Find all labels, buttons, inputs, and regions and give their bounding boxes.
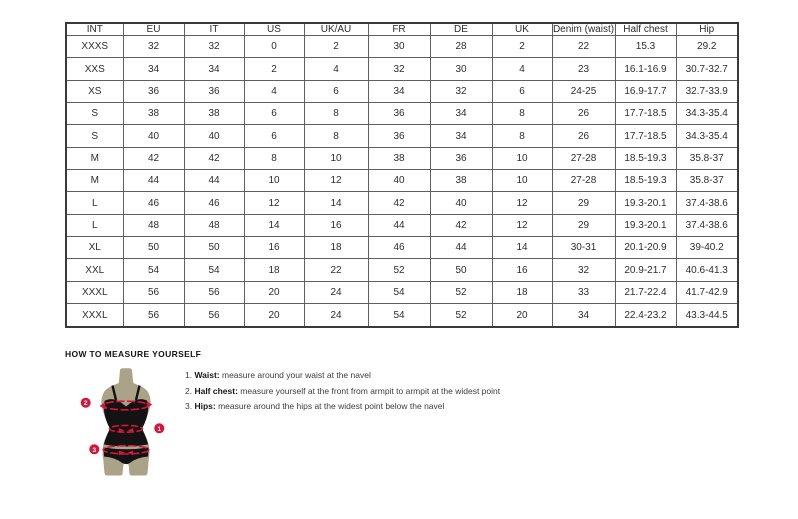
table-cell: 44 — [123, 170, 184, 192]
table-cell: M — [66, 147, 123, 169]
table-cell: 50 — [184, 237, 244, 259]
table-cell: 29.2 — [676, 36, 738, 58]
table-cell: 42 — [430, 214, 492, 236]
table-cell: S — [66, 125, 123, 147]
table-cell: 44 — [184, 170, 244, 192]
table-cell: XXS — [66, 58, 123, 80]
table-cell: 38 — [368, 147, 430, 169]
measure-step: 1. Waist: measure around your waist at the navel — [185, 370, 371, 380]
table-cell: 32.7-33.9 — [676, 80, 738, 102]
table-cell: 18.5-19.3 — [615, 170, 676, 192]
measure-steps — [185, 368, 500, 415]
table-cell: 18 — [244, 259, 304, 281]
table-cell: 56 — [123, 304, 184, 327]
table-cell: 34 — [184, 58, 244, 80]
column-header: Half chest — [615, 23, 676, 36]
table-cell: 52 — [430, 304, 492, 327]
table-cell: 6 — [304, 80, 368, 102]
table-cell: 32 — [184, 36, 244, 58]
table-cell: 36 — [184, 80, 244, 102]
table-cell: 6 — [492, 80, 552, 102]
column-header: UK — [492, 23, 552, 36]
mannequin-illustration — [76, 367, 172, 482]
table-row — [66, 36, 738, 58]
table-cell: 34 — [552, 304, 615, 327]
table-cell: 20 — [492, 304, 552, 327]
table-cell: XS — [66, 80, 123, 102]
table-cell: S — [66, 103, 123, 125]
table-cell: 52 — [430, 281, 492, 303]
table-cell: 54 — [123, 259, 184, 281]
table-cell: 41.7-42.9 — [676, 281, 738, 303]
table-row — [66, 214, 738, 236]
table-cell: 24-25 — [552, 80, 615, 102]
table-cell: 42 — [184, 147, 244, 169]
table-cell: 32 — [430, 80, 492, 102]
table-cell: 10 — [304, 147, 368, 169]
table-cell: 40 — [123, 125, 184, 147]
size-chart-table — [65, 22, 739, 328]
table-cell: 36 — [368, 103, 430, 125]
marker-waist-badge — [154, 423, 164, 433]
table-cell: 6 — [244, 103, 304, 125]
table-cell: 2 — [492, 36, 552, 58]
table-cell: 36 — [123, 80, 184, 102]
table-cell: 16 — [244, 237, 304, 259]
table-cell: 22.4-23.2 — [615, 304, 676, 327]
table-cell: 4 — [244, 80, 304, 102]
table-row — [66, 147, 738, 169]
table-cell: 39-40.2 — [676, 237, 738, 259]
table-cell: XXXS — [66, 36, 123, 58]
table-cell: 54 — [368, 304, 430, 327]
marker-half-chest-number: 2 — [83, 400, 88, 408]
table-cell: 12 — [492, 214, 552, 236]
table-cell: 16.9-17.7 — [615, 80, 676, 102]
table-cell: 12 — [244, 192, 304, 214]
table-cell: 46 — [184, 192, 244, 214]
table-cell: 34 — [430, 125, 492, 147]
table-cell: 35.8-37 — [676, 170, 738, 192]
table-cell: 34.3-35.4 — [676, 125, 738, 147]
table-cell: 20.9-21.7 — [615, 259, 676, 281]
table-cell: 54 — [184, 259, 244, 281]
table-cell: 26 — [552, 125, 615, 147]
marker-half-chest-badge — [81, 398, 91, 408]
table-cell: 18.5-19.3 — [615, 147, 676, 169]
table-cell: 22 — [552, 36, 615, 58]
column-header: Hip — [676, 23, 738, 36]
table-cell: 34.3-35.4 — [676, 103, 738, 125]
table-cell: 46 — [123, 192, 184, 214]
table-row — [66, 259, 738, 281]
table-cell: 30.7-32.7 — [676, 58, 738, 80]
marker-hips-number: 3 — [92, 446, 97, 454]
table-cell: 0 — [244, 36, 304, 58]
table-row — [66, 58, 738, 80]
table-cell: 43.3-44.5 — [676, 304, 738, 327]
table-cell: 8 — [244, 147, 304, 169]
table-cell: L — [66, 214, 123, 236]
table-cell: 35.8-37 — [676, 147, 738, 169]
table-cell: 24 — [304, 281, 368, 303]
marker-waist-number: 1 — [157, 425, 162, 433]
table-cell: 32 — [552, 259, 615, 281]
table-cell: 8 — [492, 103, 552, 125]
table-cell: 30 — [368, 36, 430, 58]
column-header: FR — [368, 23, 430, 36]
table-cell: 36 — [368, 125, 430, 147]
table-cell: 34 — [430, 103, 492, 125]
table-cell: 52 — [368, 259, 430, 281]
table-cell: 46 — [368, 237, 430, 259]
table-cell: 48 — [123, 214, 184, 236]
table-cell: 56 — [123, 281, 184, 303]
table-cell: 22 — [304, 259, 368, 281]
table-cell: 8 — [304, 125, 368, 147]
table-cell: 16 — [304, 214, 368, 236]
table-cell: 40 — [430, 192, 492, 214]
table-cell: XL — [66, 237, 123, 259]
table-cell: 21.7-22.4 — [615, 281, 676, 303]
table-cell: XXXL — [66, 304, 123, 327]
table-cell: 42 — [368, 192, 430, 214]
table-cell: 32 — [368, 58, 430, 80]
table-cell: 30 — [430, 58, 492, 80]
table-row — [66, 103, 738, 125]
table-cell: 14 — [492, 237, 552, 259]
table-cell: 50 — [430, 259, 492, 281]
table-row — [66, 170, 738, 192]
table-cell: 54 — [368, 281, 430, 303]
marker-hips-badge — [89, 444, 99, 454]
table-row — [66, 237, 738, 259]
column-header: EU — [123, 23, 184, 36]
table-cell: 20.1-20.9 — [615, 237, 676, 259]
table-cell: 44 — [430, 237, 492, 259]
table-cell: 8 — [304, 103, 368, 125]
measure-step: 2. Half chest: measure yourself at the front from armpit to armpit at the widest point — [185, 385, 501, 396]
table-cell: 16.1-16.9 — [615, 58, 676, 80]
table-cell: 12 — [304, 170, 368, 192]
table-cell: 42 — [123, 147, 184, 169]
table-cell: 30-31 — [552, 237, 615, 259]
table-cell: 56 — [184, 304, 244, 327]
table-cell: 14 — [244, 214, 304, 236]
table-cell: 40 — [368, 170, 430, 192]
table-cell: 6 — [244, 125, 304, 147]
column-header: IT — [184, 23, 244, 36]
table-cell: 40 — [184, 125, 244, 147]
table-cell: 14 — [304, 192, 368, 214]
table-cell: 16 — [492, 259, 552, 281]
table-cell: 28 — [430, 36, 492, 58]
table-cell: 26 — [552, 103, 615, 125]
table-cell: 44 — [368, 214, 430, 236]
table-cell: 17.7-18.5 — [615, 103, 676, 125]
table-cell: 17.7-18.5 — [615, 125, 676, 147]
table-cell: 37.4-38.6 — [676, 214, 738, 236]
table-cell: 18 — [304, 237, 368, 259]
table-row — [66, 125, 738, 147]
column-header: DE — [430, 23, 492, 36]
table-row — [66, 304, 738, 327]
table-cell: 27-28 — [552, 170, 615, 192]
table-cell: 10 — [492, 147, 552, 169]
table-cell: 50 — [123, 237, 184, 259]
table-cell: L — [66, 192, 123, 214]
table-cell: 56 — [184, 281, 244, 303]
table-cell: 4 — [304, 58, 368, 80]
table-cell: 4 — [492, 58, 552, 80]
table-cell: 18 — [492, 281, 552, 303]
table-cell: 15.3 — [615, 36, 676, 58]
column-header: Denim (waist) — [552, 24, 615, 35]
table-cell: 2 — [244, 58, 304, 80]
table-cell: 20 — [244, 281, 304, 303]
table-row — [66, 192, 738, 214]
column-header: INT — [66, 23, 123, 36]
measure-section-heading: HOW TO MEASURE YOURSELF — [65, 349, 202, 359]
table-cell: M — [66, 170, 123, 192]
measure-step: 3. Hips: measure around the hips at the widest point below the navel — [185, 401, 445, 412]
table-cell: 19.3-20.1 — [615, 192, 676, 214]
table-cell: 12 — [492, 192, 552, 214]
table-cell: 36 — [430, 147, 492, 169]
table-row — [66, 80, 738, 102]
table-cell: 40.6-41.3 — [676, 259, 738, 281]
table-cell: 29 — [552, 214, 615, 236]
table-cell: 38 — [184, 103, 244, 125]
column-header: UK/AU — [304, 23, 368, 36]
table-cell: 32 — [123, 36, 184, 58]
header-row — [66, 23, 738, 36]
table-cell: 27-28 — [552, 147, 615, 169]
table-cell: 10 — [492, 170, 552, 192]
table-cell: 29 — [552, 192, 615, 214]
table-cell: 19.3-20.1 — [615, 214, 676, 236]
column-header: US — [244, 23, 304, 36]
table-cell: 2 — [304, 36, 368, 58]
table-cell: 20 — [244, 304, 304, 327]
table-cell: 37.4-38.6 — [676, 192, 738, 214]
table-cell: 23 — [552, 58, 615, 80]
table-cell: 24 — [304, 304, 368, 327]
table-cell: 48 — [184, 214, 244, 236]
table-row — [66, 281, 738, 303]
table-cell: 33 — [552, 281, 615, 303]
table-cell: XXXL — [66, 281, 123, 303]
table-cell: 34 — [123, 58, 184, 80]
table-cell: 34 — [368, 80, 430, 102]
table-cell: 10 — [244, 170, 304, 192]
table-cell: 38 — [123, 103, 184, 125]
table-cell: XXL — [66, 259, 123, 281]
table-cell: 38 — [430, 170, 492, 192]
table-cell: 8 — [492, 125, 552, 147]
